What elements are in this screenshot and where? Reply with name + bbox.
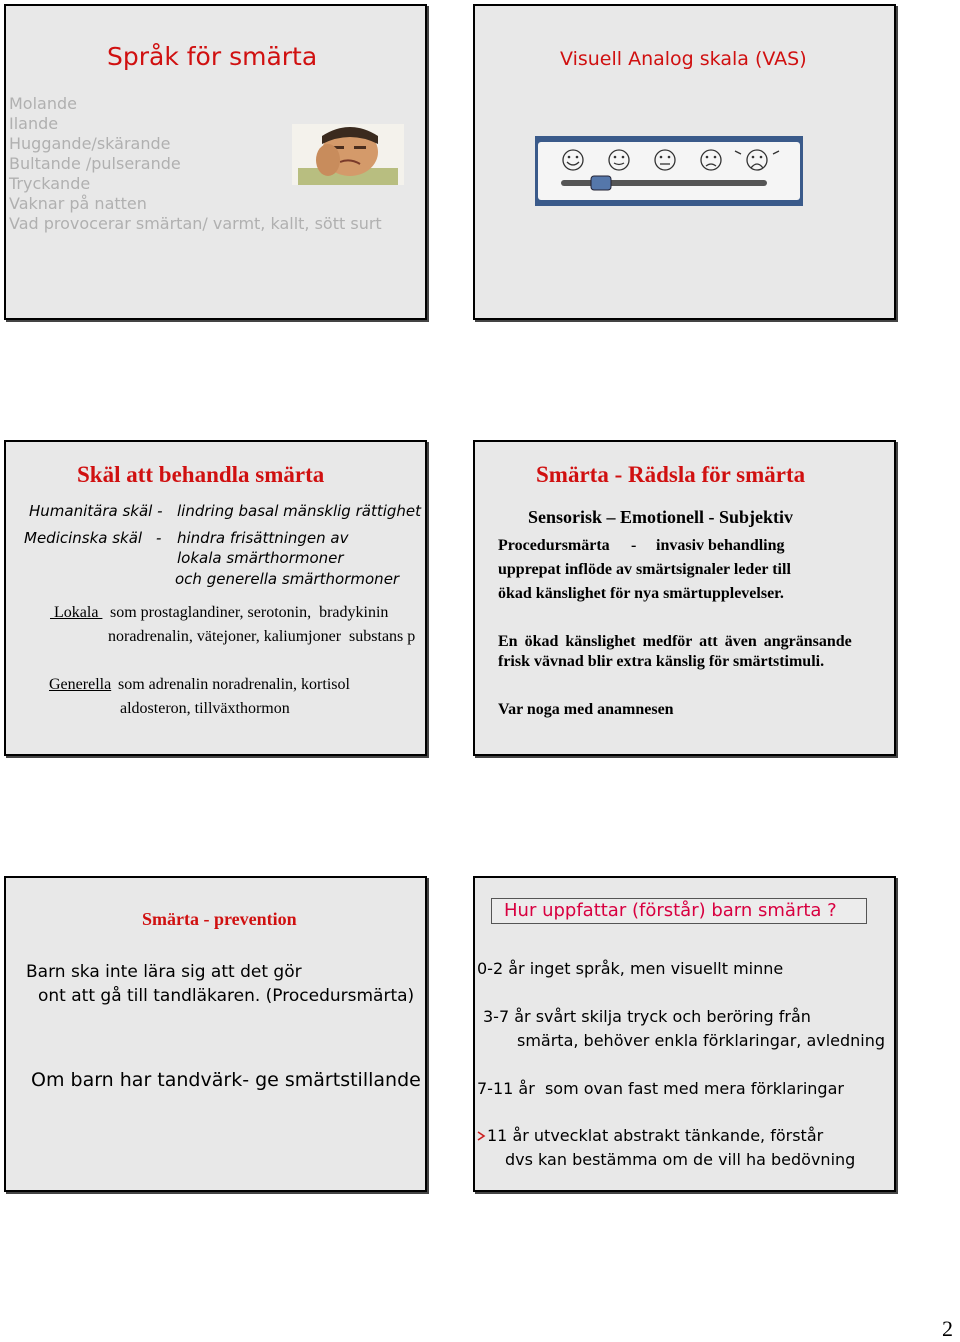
toothache-person-photo [292,124,404,185]
slide1-item-5: Tryckande [9,174,91,193]
slide4-proc-label: Procedursmärta [498,537,610,554]
slide3-generella-line2: aldosteron, tillväxthormon [120,700,290,717]
slide6-item2-line2: smärta, behöver enkla förklaringar, avledning [517,1031,886,1050]
slide6-title: Hur uppfattar (förstår) barn smärta ? [504,900,837,921]
slide3-med-line2: lokala smärthormoner [177,549,344,567]
slide3-hum-text: lindring basal mänsklig rättighet [177,502,422,520]
slide6-item2-line1: 3-7 år svårt skilja tryck och beröring från [483,1007,811,1026]
slide3-lokala-line1: som prostaglandiner, serotonin, bradykinin [110,604,389,621]
slide6-item4-line2: dvs kan bestämma om de vill ha bedövning [505,1150,856,1169]
slide4-subtitle: Sensorisk – Emotionell - Subjektiv [528,507,794,527]
slide-smarta-radsla [473,440,896,756]
vas-scale-image [535,136,803,206]
slide3-lokala-label: Lokala [50,604,103,621]
slide-sprak-for-smarta [4,4,427,320]
slide6-item3: 7-11 år som ovan fast med mera förklaringar [477,1079,844,1098]
slide-vas [473,4,896,320]
slide2-title: Visuell Analog skala (VAS) [560,48,807,70]
slide-prevention [4,876,427,1192]
slide1-title: Språk för smärta [107,42,318,71]
slide1-item-2: Ilande [9,114,59,133]
slide6-item1: 0-2 år inget språk, men visuellt minne [477,959,784,978]
slide3-lokala-line2: noradrenalin, vätejoner, kaliumjoner substans p [108,628,416,645]
slide3-med-line1: hindra frisättningen av [177,529,349,547]
arrow-bullet-icon [477,1131,486,1141]
slide4-line2: upprepat inflöde av smärtsignaler leder till [498,561,791,578]
slide3-title: Skäl att behandla smärta [77,462,325,487]
slide5-line1: Barn ska inte lära sig att det gör [26,962,302,982]
page-number: 2 [942,1316,953,1341]
slide3-hum-label: Humanitära skäl - [29,502,163,520]
slide5-line2: ont att gå till tandläkaren. (Procedursmärta) [38,986,415,1006]
slide1-item-4: Bultande /pulserande [9,154,181,173]
slide3-med-line3: och generella smärthormoner [175,570,400,588]
slide1-item-6: Vaknar på natten [9,194,147,213]
slide4-title: Smärta - Rädsla för smärta [536,462,806,487]
slide6-title-box [491,898,867,924]
slide1-item-3: Huggande/skärande [9,134,171,153]
slide4-proc-dash: - [631,537,637,554]
slide3-generella-label: Generella [49,676,112,693]
slide1-item-7: Vad provocerar smärtan/ varmt, kallt, sött surt [9,214,382,233]
slide4-para2-line1: En ökad känslighet medför att även angränsande [498,633,852,650]
slide1-item-1: Molande [9,94,77,113]
slide3-med-label: Medicinska skäl [24,529,143,547]
slide6-item4-line1: 11 år utvecklat abstrakt tänkande, förstår [487,1126,824,1145]
slide4-line3: ökad känslighet för nya smärtupplevelser. [498,585,784,602]
slide5-title: Smärta - prevention [142,909,297,929]
slide4-para2-line2: frisk vävnad blir extra känslig för smärtstimuli. [498,653,825,670]
slide5-line3: Om barn har tandvärk- ge smärtstillande [31,1069,421,1091]
slide4-proc-text: invasiv behandling [656,537,785,554]
slide-barn-smarta [473,876,896,1192]
slide-skal-att-behandla [4,440,427,756]
slide3-generella-line1: som adrenalin noradrenalin, kortisol [114,676,350,693]
slide4-para3: Var noga med anamnesen [498,701,674,718]
slide3-med-dash: - [156,529,162,547]
